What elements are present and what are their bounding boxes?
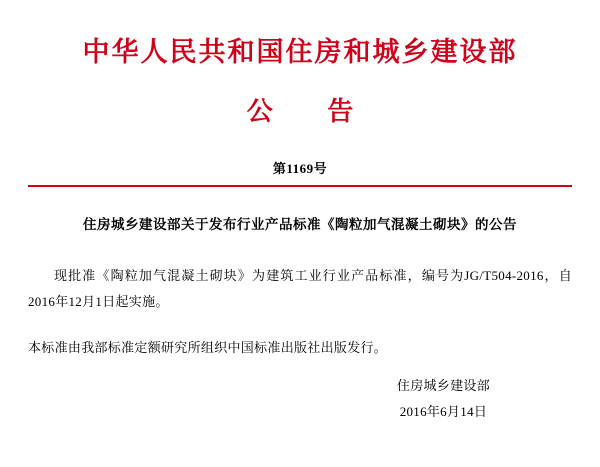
body-paragraph-2: 本标准由我部标准定额研究所组织中国标准出版社出版发行。 [28,339,388,355]
document-issuing-authority-heading: 中华人民共和国住房和城乡建设部 [82,37,518,67]
document-title: 住房城乡建设部关于发布行业产品标准《陶粒加气混凝土砌块》的公告 [83,216,517,232]
body-paragraph-1: 现批准《陶粒加气混凝土砌块》为建筑工业行业产品标准，编号为JG/T504-2016，自2016年12月1日起实施。 [28,267,572,309]
document-body [28,233,572,361]
signature-date: 2016年6月14日 [399,404,488,419]
signature-issuer: 住房城乡建设部 [396,378,490,393]
document-number: 第1169号 [272,160,328,176]
signature-block [397,373,490,425]
document-type-heading: 公 告 [246,97,378,127]
